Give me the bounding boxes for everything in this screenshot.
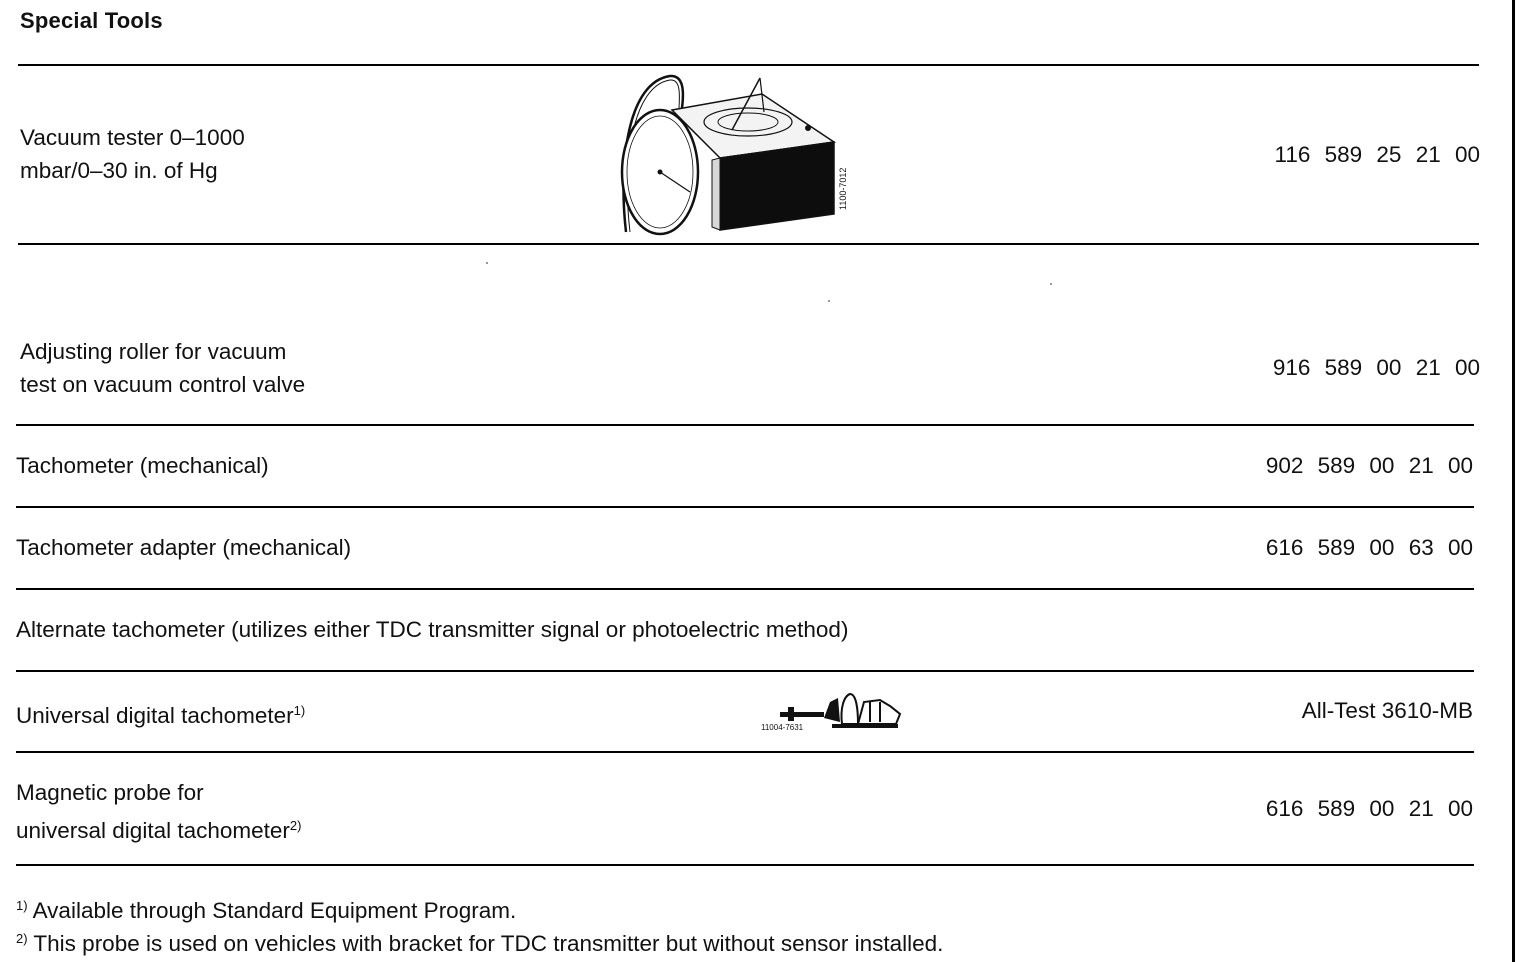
part-number: 902 589 00 21 00 <box>1265 453 1473 478</box>
tool-name-with-ref <box>16 694 305 732</box>
part-number: 116 589 25 21 00 <box>1274 142 1480 167</box>
scan-speck <box>486 262 488 264</box>
footnote-ref: 2) <box>289 818 302 833</box>
footnote-1 <box>16 892 516 925</box>
tool-name: Tachometer (mechanical) <box>16 453 269 478</box>
tool-name: Tachometer adapter (mechanical) <box>16 535 352 560</box>
scan-speck <box>828 300 830 302</box>
scan-speck <box>1050 283 1052 285</box>
tool-name: Universal digital tachometer <box>16 703 294 728</box>
footnote-2 <box>16 925 943 958</box>
part-number: 916 589 00 21 00 <box>1272 355 1480 380</box>
row-divider <box>16 751 1474 753</box>
part-number: All-Test 3610-MB <box>1301 698 1473 723</box>
row-divider <box>16 424 1474 426</box>
footnote-ref: 1) <box>293 703 306 718</box>
tool-name-line2-with-ref <box>16 809 301 847</box>
row-divider <box>16 506 1474 508</box>
tool-name-line1: Vacuum tester 0–1000 <box>20 125 245 150</box>
page-right-border <box>1512 0 1515 962</box>
tool-name-line1: Adjusting roller for vacuum <box>20 339 287 364</box>
tool-name-line2: test on vacuum control valve <box>20 372 306 397</box>
digital-tachometer-illustration <box>758 688 908 736</box>
vacuum-tester-illustration <box>612 72 862 237</box>
tool-name: Alternate tachometer (utilizes either TDC transmitter signal or photoelectric method) <box>16 617 849 642</box>
tool-name-line1: Magnetic probe for <box>16 780 204 805</box>
part-number: 616 589 00 21 00 <box>1265 796 1473 821</box>
table-top-rule <box>18 64 1479 66</box>
row-divider <box>18 243 1479 245</box>
svg-text:11004-7631: 11004-7631 <box>761 723 804 732</box>
row-divider <box>16 670 1474 672</box>
footnote-text: This probe is used on vehicles with bracket for TDC transmitter but without sensor installed. <box>33 931 944 956</box>
page-heading: Special Tools <box>20 8 163 33</box>
footnote-text: Available through Standard Equipment Program. <box>32 898 517 923</box>
footnote-marker: 2) <box>16 931 28 946</box>
tool-name-line2: mbar/0–30 in. of Hg <box>20 158 218 183</box>
tool-name-line2: universal digital tachometer <box>16 818 290 843</box>
row-divider <box>16 588 1474 590</box>
part-number: 616 589 00 63 00 <box>1265 535 1473 560</box>
table-bottom-rule <box>16 864 1474 866</box>
svg-text:1100-7012: 1100-7012 <box>838 167 848 210</box>
footnote-marker: 1) <box>16 898 28 913</box>
